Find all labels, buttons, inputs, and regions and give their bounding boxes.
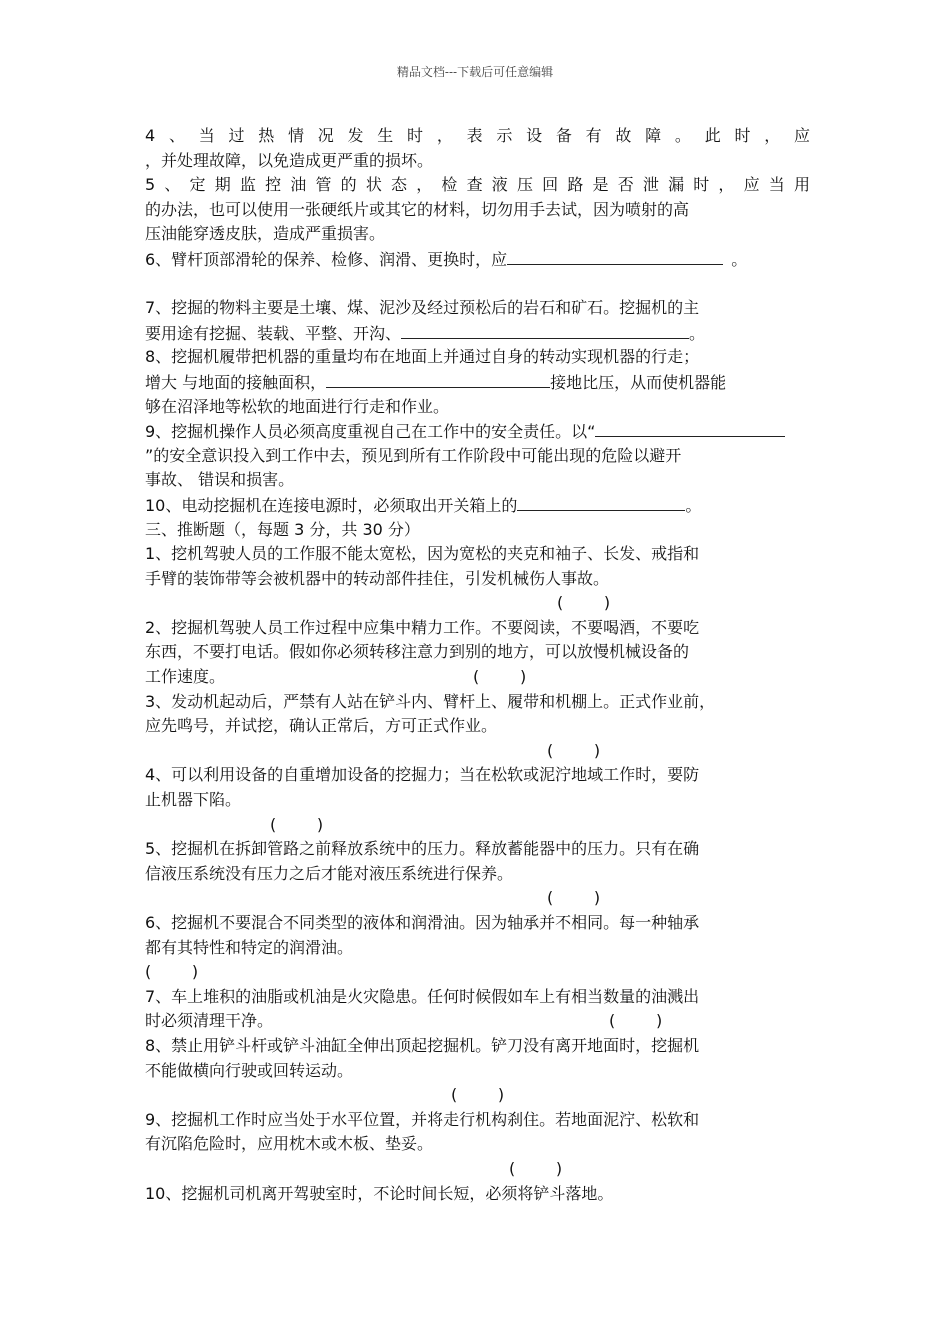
answer-blank	[401, 321, 689, 339]
answer-parentheses: ( )	[557, 593, 611, 613]
answer-blank	[507, 247, 723, 265]
answer-parentheses: ( )	[473, 667, 527, 687]
section-3-title: 三、推断题（，每题 3 分，共 30 分）	[145, 519, 420, 539]
judge-item-7-text: 时必须清理干净。	[145, 1011, 274, 1031]
question-5-line-3: 压油能穿透皮肤，造成严重损害。	[145, 224, 386, 244]
judge-item-4-line-2: 止机器下陷。	[145, 790, 242, 810]
question-8-line-2	[145, 370, 810, 395]
question-9-line-1	[145, 419, 810, 444]
question-5-line-2: 的办法，也可以使用一张硬纸片或其它的材料，切勿用手去试，因为喷射的高	[145, 199, 690, 219]
question-9-line-2: ”的安全意识投入到工作中去，预见到所有工作阶段中可能出现的危险以避开	[145, 445, 682, 465]
answer-parentheses: ( )	[609, 1011, 663, 1031]
judge-item-7-line-1: 7、车上堆积的油脂或机油是火灾隐患。任何时候假如车上有相当数量的油溅出	[145, 986, 700, 1006]
question-8-line-3: 够在沼泽地等松软的地面进行行走和作业。	[145, 396, 450, 416]
question-8-line-1: 8、挖掘机履带把机器的重量均布在地面上并通过自身的转动实现机器的行走；	[145, 347, 700, 367]
answer-blank	[595, 419, 785, 437]
question-4-line-1: 4、当过热情况发生时，表示设备有故障。此时，应	[145, 126, 810, 145]
question-7-line-1: 7、挖掘的物料主要是土壤、煤、泥沙及经过预松后的岩石和矿石。挖掘机的主	[145, 298, 700, 318]
answer-parentheses: ( )	[270, 814, 324, 834]
question-9-text: 9、挖掘机操作人员必须高度重视自己在工作中的安全责任。以“	[145, 422, 596, 442]
question-5-line-1: 5、定期监控油管的状态，检查液压回路是否泄漏时，应当用	[145, 175, 810, 195]
judge-item-6-line-2: 都有其特性和特定的润滑油。	[145, 937, 354, 957]
answer-parentheses: ( )	[509, 1158, 563, 1178]
question-7-end: 。	[689, 323, 706, 343]
question-10-text: 10、电动挖掘机在连接电源时，必须取出开关箱上的	[145, 495, 518, 515]
judge-item-2-line-3	[145, 665, 810, 690]
judge-item-2-line-2: 东西，不要打电话。假如你必须转移注意力到别的地方，可以放慢机械设备的	[145, 642, 690, 662]
judge-item-2-text: 工作速度。	[145, 667, 226, 687]
question-7-text: 要用途有挖掘、装载、平整、开沟、	[145, 323, 402, 343]
answer-parentheses: ( )	[451, 1085, 505, 1105]
judge-item-5-line-1: 5、挖掘机在拆卸管路之前释放系统中的压力。释放蓄能器中的压力。只有在确	[145, 839, 700, 859]
question-6-line-1	[145, 247, 810, 272]
judge-item-5-line-2: 信液压系统没有压力之后才能对液压系统进行保养。	[145, 863, 514, 883]
question-10-end: 。	[685, 495, 702, 515]
spacer	[145, 272, 810, 297]
answer-blank	[326, 370, 550, 388]
judge-item-1-line-1: 1、挖机驾驶人员的工作服不能太宽松，因为宽松的夹克和袖子、长发、戒指和	[145, 544, 700, 564]
judge-item-2-line-1: 2、挖掘机驾驶人员工作过程中应集中精力工作。不要阅读，不要喝酒，不要吃	[145, 617, 700, 637]
question-10-line-1	[145, 493, 810, 518]
answer-blank	[517, 493, 685, 511]
question-6-end: 。	[731, 249, 748, 269]
question-4-line-2: ，并处理故障，以免造成更严重的损坏。	[145, 150, 434, 170]
judge-item-6-line-1: 6、挖掘机不要混合不同类型的液体和润滑油。因为轴承并不相同。每一种轴承	[145, 913, 700, 932]
judge-item-9-line-1: 9、挖掘机工作时应当处于水平位置，并将走行机构刹住。若地面泥泞、松软和	[145, 1109, 700, 1129]
answer-parentheses: ( )	[145, 962, 199, 982]
question-8-text-b: 接地比压，从而使机器能	[550, 372, 727, 392]
question-8-text-a: 增大 与地面的接触面积，	[145, 372, 327, 392]
judge-item-10-line-1: 10、挖掘机司机离开驾驶室时，不论时间长短，必须将铲斗落地。	[145, 1183, 614, 1203]
judge-item-9-line-2: 有沉陷危险时，应用枕木或木板、垫妥。	[145, 1134, 434, 1154]
answer-parentheses: ( )	[547, 740, 601, 760]
question-6-text: 6、臂杆顶部滑轮的保养、检修、润滑、更换时，应	[145, 249, 508, 269]
question-7-line-2	[145, 321, 810, 346]
answer-parentheses: ( )	[547, 888, 601, 908]
judge-item-3-line-2: 应先鸣号，并试挖，确认正常后，方可正式作业。	[145, 716, 498, 736]
document-body	[145, 124, 810, 1206]
judge-item-8-line-2: 不能做横向行驶或回转运动。	[145, 1060, 354, 1080]
judge-item-4-line-1: 4、可以利用设备的自重增加设备的挖掘力；当在松软或泥泞地域工作时，要防	[145, 765, 700, 785]
judge-item-1-line-2: 手臂的装饰带等会被机器中的转动部件挂住，引发机械伤人事故。	[145, 568, 610, 588]
judge-item-7-line-2	[145, 1009, 810, 1034]
question-9-line-3: 事故、 错误和损害。	[145, 470, 295, 490]
judge-item-8-line-1: 8、禁止用铲斗杆或铲斗油缸全伸出顶起挖掘机。铲刀没有离开地面时，挖掘机	[145, 1035, 700, 1055]
page-header: 精品文档---下载后可任意编辑	[396, 65, 554, 79]
judge-item-3-line-1: 3、发动机起动后，严禁有人站在铲斗内、臂杆上、履带和机棚上。正式作业前，	[145, 691, 716, 711]
